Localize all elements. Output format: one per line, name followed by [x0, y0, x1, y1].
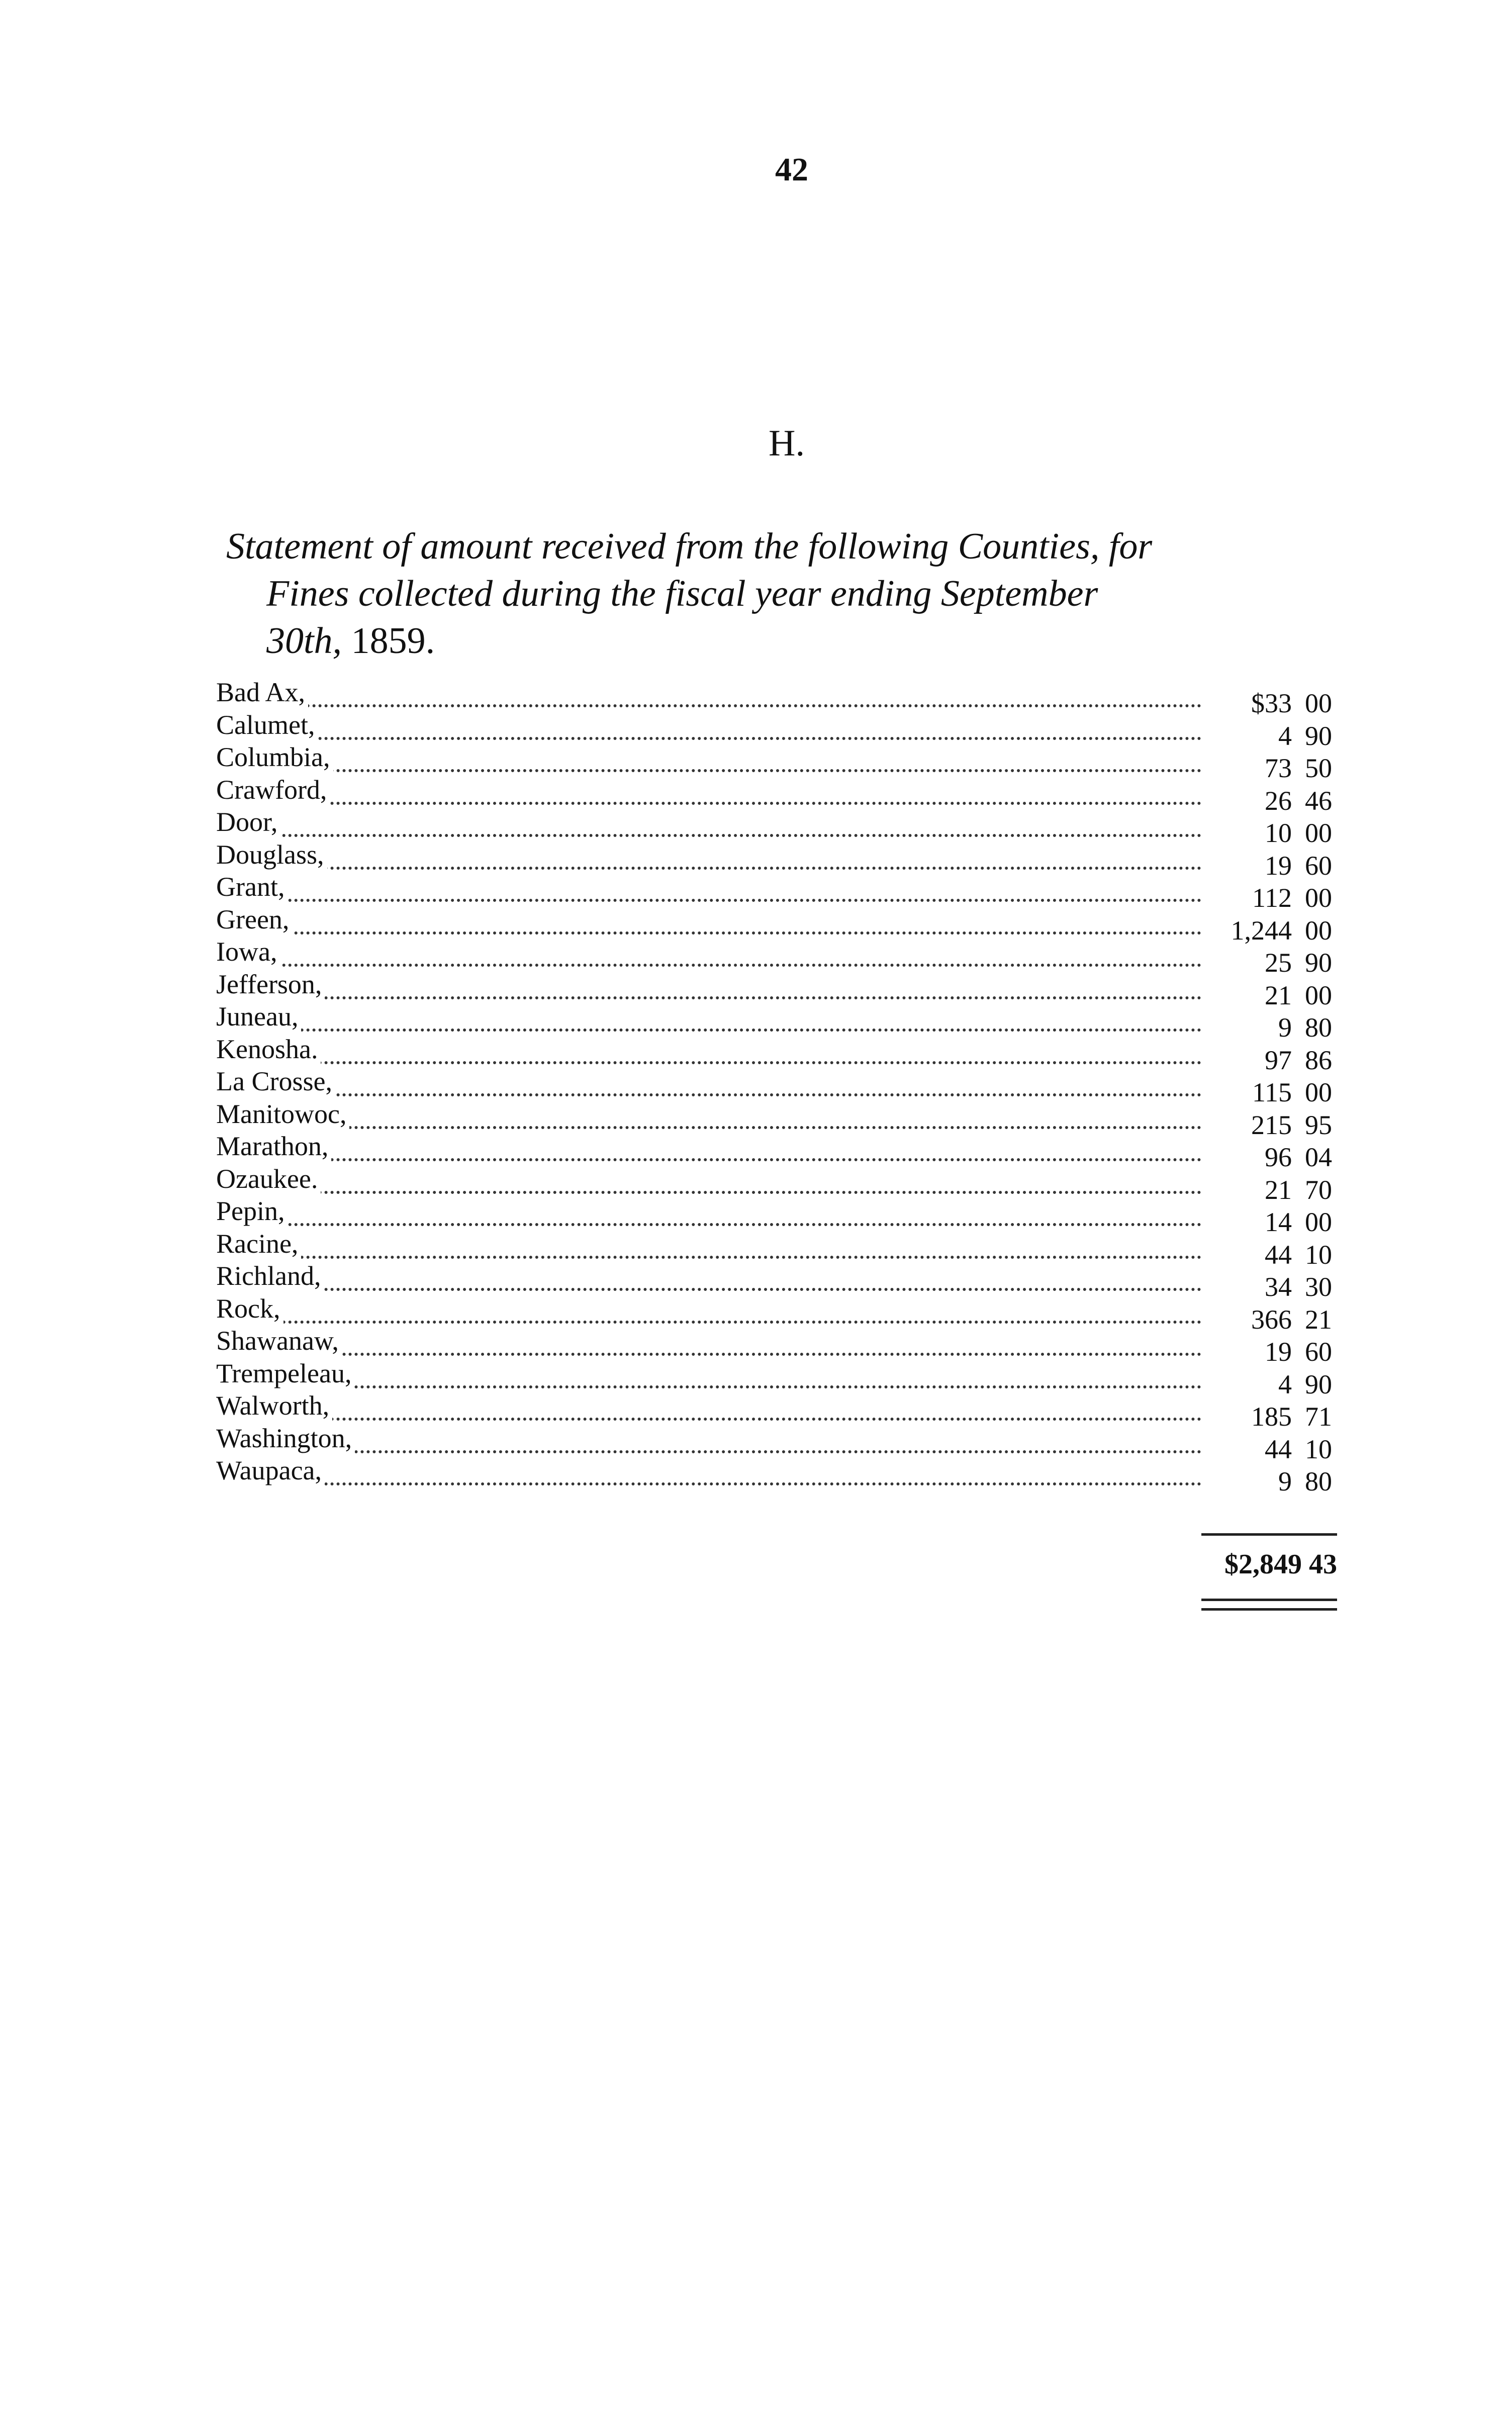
county-amount: [1206, 947, 1337, 979]
amount-cents: 10: [1305, 1239, 1332, 1270]
dot-leader: [216, 1305, 1201, 1324]
amount-dollars: 4: [1278, 720, 1292, 751]
amount-dollars: 366: [1251, 1304, 1292, 1335]
fines-ledger: [216, 676, 1337, 1497]
ledger-row: [216, 1454, 1337, 1497]
county-amount: [1206, 1368, 1337, 1401]
dot-leader: [216, 722, 1201, 740]
dot-leader: [216, 1370, 1201, 1388]
ledger-row: [216, 676, 1337, 718]
ledger-row: [216, 1195, 1337, 1237]
amount-cents: 00: [1305, 980, 1332, 1010]
ledger-row: [216, 1130, 1337, 1172]
amount-dollars: 4: [1278, 1369, 1292, 1399]
amount-dollars: 112: [1252, 883, 1292, 913]
dot-leader: [216, 1435, 1201, 1453]
amount-cents: 80: [1305, 1012, 1332, 1043]
statement-line-2: Fines collected during the fiscal year ending September: [266, 573, 1098, 614]
county-name: Washington,: [216, 1422, 355, 1455]
amount-dollars: 73: [1265, 753, 1292, 783]
amount-dollars: 1,244: [1231, 915, 1292, 946]
dot-leader: [216, 1241, 1201, 1259]
county-name: Shawanaw,: [216, 1325, 342, 1357]
county-name: Richland,: [216, 1260, 324, 1292]
total-rule: [1201, 1533, 1337, 1536]
county-name: Marathon,: [216, 1130, 331, 1163]
amount-dollars: 21: [1265, 980, 1292, 1010]
county-amount: [1206, 1271, 1337, 1303]
ledger-row: [216, 1325, 1337, 1367]
amount-dollars: 26: [1265, 785, 1292, 816]
county-amount: [1206, 687, 1337, 720]
ledger-row: [216, 1000, 1337, 1043]
ledger-total: $2,849 43: [1224, 1549, 1337, 1580]
county-name: Douglass,: [216, 838, 327, 871]
amount-dollars: $33: [1251, 688, 1292, 718]
section-heading: H.: [769, 423, 805, 464]
ledger-row: [216, 871, 1337, 913]
amount-dollars: 14: [1265, 1207, 1292, 1237]
county-amount: [1206, 914, 1337, 947]
statement-title: [226, 523, 1352, 665]
amount-cents: 90: [1305, 720, 1332, 751]
amount-cents: 80: [1305, 1466, 1332, 1497]
county-name: Bad Ax,: [216, 676, 308, 709]
dot-leader: [216, 1208, 1201, 1226]
amount-cents: 86: [1305, 1045, 1332, 1075]
county-amount: [1206, 1433, 1337, 1466]
ledger-row: [216, 1292, 1337, 1335]
county-amount: [1206, 817, 1337, 850]
amount-cents: 00: [1305, 688, 1332, 718]
ledger-row: [216, 1389, 1337, 1432]
amount-dollars: 9: [1278, 1012, 1292, 1043]
amount-dollars: 115: [1252, 1077, 1292, 1107]
county-name: Ozaukee.: [216, 1163, 321, 1195]
dot-leader: [216, 1467, 1201, 1485]
amount-cents: 00: [1305, 818, 1332, 848]
amount-dollars: 10: [1265, 818, 1292, 848]
amount-dollars: 44: [1265, 1434, 1292, 1464]
ledger-row: [216, 1098, 1337, 1140]
ledger-row: [216, 1065, 1337, 1107]
amount-cents: 50: [1305, 753, 1332, 783]
ledger-row: [216, 1163, 1337, 1205]
amount-cents: 95: [1305, 1109, 1332, 1140]
total-double-rule: [1201, 1599, 1337, 1611]
county-name: Door,: [216, 806, 280, 838]
dot-leader: [216, 916, 1201, 935]
county-amount: [1206, 850, 1337, 882]
county-amount: [1206, 1076, 1337, 1109]
dot-leader: [216, 1111, 1201, 1129]
county-name: Grant,: [216, 871, 288, 903]
amount-cents: 30: [1305, 1272, 1332, 1302]
ledger-row: [216, 903, 1337, 946]
county-amount: [1206, 720, 1337, 753]
amount-dollars: 19: [1265, 1337, 1292, 1367]
amount-cents: 00: [1305, 883, 1332, 913]
county-name: Racine,: [216, 1228, 301, 1260]
ledger-row: [216, 1228, 1337, 1270]
ledger-row: [216, 968, 1337, 1010]
dot-leader: [216, 689, 1201, 707]
dot-leader: [216, 754, 1201, 772]
page-number: 42: [775, 151, 808, 188]
amount-dollars: 34: [1265, 1272, 1292, 1302]
county-name: Jefferson,: [216, 968, 325, 1001]
ledger-row: [216, 838, 1337, 881]
ledger-row: [216, 1357, 1337, 1399]
county-amount: [1206, 882, 1337, 914]
county-amount: [1206, 1303, 1337, 1336]
amount-dollars: 9: [1278, 1466, 1292, 1497]
amount-dollars: 97: [1265, 1045, 1292, 1075]
county-name: Crawford,: [216, 774, 330, 806]
amount-dollars: 185: [1251, 1402, 1292, 1432]
county-name: Green,: [216, 903, 292, 936]
dot-leader: [216, 1403, 1201, 1421]
dot-leader: [216, 1143, 1201, 1161]
county-amount: [1206, 1465, 1337, 1498]
county-name: Columbia,: [216, 741, 333, 774]
dot-leader: [216, 852, 1201, 870]
amount-dollars: 19: [1265, 850, 1292, 881]
dot-leader: [216, 1338, 1201, 1356]
dot-leader: [216, 787, 1201, 805]
county-name: La Crosse,: [216, 1065, 335, 1098]
dot-leader: [216, 1176, 1201, 1194]
amount-dollars: 96: [1265, 1142, 1292, 1172]
county-amount: [1206, 1400, 1337, 1433]
county-name: Kenosha.: [216, 1033, 321, 1066]
amount-cents: 21: [1305, 1304, 1332, 1335]
amount-cents: 71: [1305, 1402, 1332, 1432]
county-name: Manitowoc,: [216, 1098, 349, 1131]
dot-leader: [216, 981, 1201, 999]
ledger-row: [216, 774, 1337, 816]
dot-leader: [216, 819, 1201, 837]
county-amount: [1206, 1011, 1337, 1044]
county-name: Walworth,: [216, 1389, 332, 1422]
county-name: Rock,: [216, 1292, 284, 1325]
county-name: Calumet,: [216, 709, 318, 741]
county-amount: [1206, 1141, 1337, 1174]
dot-leader: [216, 1078, 1201, 1096]
dot-leader: [216, 884, 1201, 902]
county-amount: [1206, 1239, 1337, 1271]
county-name: Juneau,: [216, 1000, 301, 1033]
amount-dollars: 21: [1265, 1174, 1292, 1205]
county-amount: [1206, 1109, 1337, 1142]
county-name: Pepin,: [216, 1195, 288, 1228]
amount-cents: 10: [1305, 1434, 1332, 1464]
county-amount: [1206, 752, 1337, 785]
county-name: Waupaca,: [216, 1454, 325, 1487]
ledger-row: [216, 1422, 1337, 1464]
amount-cents: 60: [1305, 850, 1332, 881]
county-name: Iowa,: [216, 936, 280, 968]
county-amount: [1206, 1044, 1337, 1077]
amount-dollars: 44: [1265, 1239, 1292, 1270]
county-amount: [1206, 1206, 1337, 1239]
statement-year: 1859.: [351, 620, 435, 662]
amount-dollars: 215: [1251, 1109, 1292, 1140]
amount-cents: 00: [1305, 915, 1332, 946]
amount-cents: 00: [1305, 1077, 1332, 1107]
county-amount: [1206, 1336, 1337, 1368]
ledger-row: [216, 936, 1337, 978]
dot-leader: [216, 1013, 1201, 1032]
ledger-row: [216, 1260, 1337, 1302]
amount-cents: 90: [1305, 948, 1332, 978]
statement-line-3: [226, 617, 1352, 665]
amount-cents: 70: [1305, 1174, 1332, 1205]
county-amount: [1206, 785, 1337, 817]
statement-line-1: Statement of amount received from the following Counties, for: [226, 526, 1153, 567]
dot-leader: [216, 1273, 1201, 1291]
amount-dollars: 25: [1265, 948, 1292, 978]
amount-cents: 60: [1305, 1337, 1332, 1367]
amount-cents: 00: [1305, 1207, 1332, 1237]
county-amount: [1206, 1174, 1337, 1206]
county-name: Trempeleau,: [216, 1357, 354, 1390]
county-amount: [1206, 979, 1337, 1012]
ledger-row: [216, 741, 1337, 783]
amount-cents: 46: [1305, 785, 1332, 816]
ledger-row: [216, 1033, 1337, 1075]
amount-cents: 04: [1305, 1142, 1332, 1172]
dot-leader: [216, 949, 1201, 967]
amount-cents: 90: [1305, 1369, 1332, 1399]
statement-date: 30th,: [266, 620, 342, 662]
ledger-row: [216, 806, 1337, 848]
dot-leader: [216, 1046, 1201, 1064]
ledger-row: [216, 709, 1337, 751]
